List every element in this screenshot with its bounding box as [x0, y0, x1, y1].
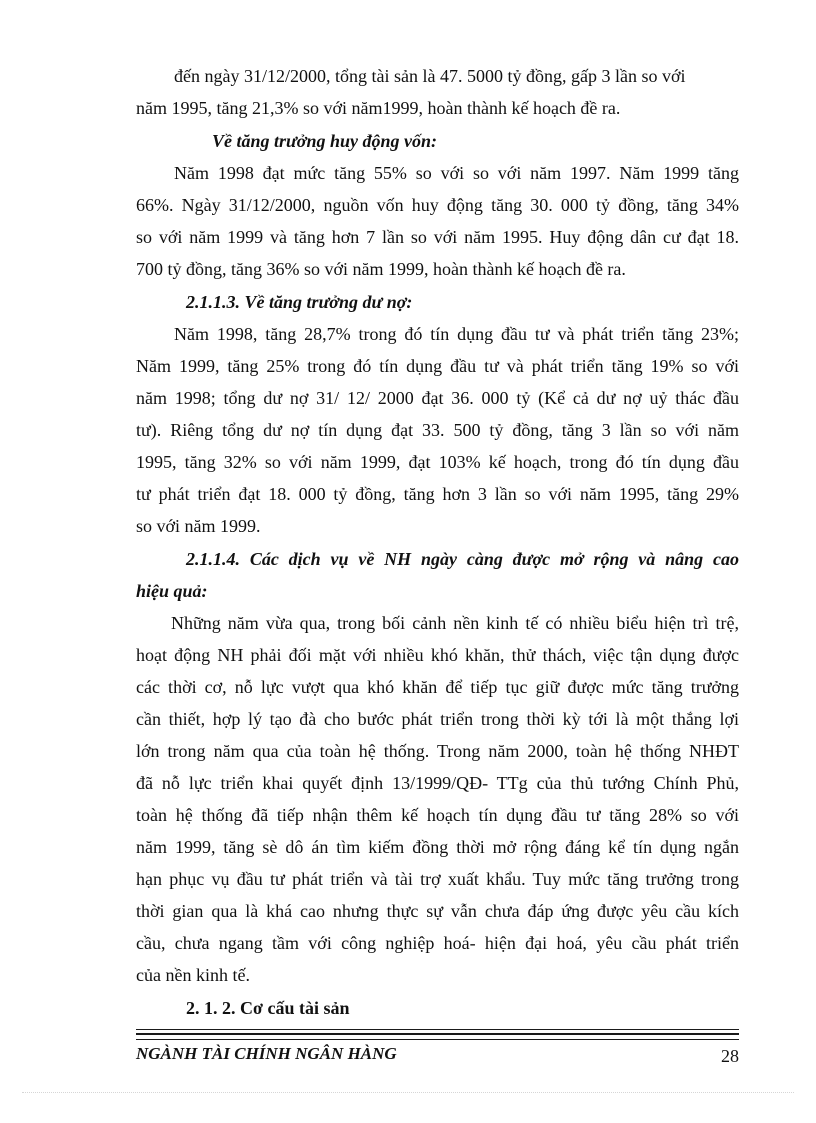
text-line: 66%. Ngày 31/12/2000, nguồn vốn huy động tăng 30. 000 tỷ đồng, tăng 34% — [136, 195, 739, 215]
text-line: lớn trong năm qua của toàn hệ thống. Trong năm 2000, toàn hệ thống NHĐT — [136, 741, 739, 761]
text-line: Năm 1998, tăng 28,7% trong đó tín dụng đầu tư và phát triển tăng 23%; — [174, 324, 739, 344]
text-line: 1995, tăng 32% so với năm 1999, đạt 103% kế hoạch, trong đó tín dụng đầu — [136, 452, 739, 472]
text-line: các thời cơ, nỗ lực vượt qua khó khăn để tiếp tục giữ được mức tăng trưởng — [136, 677, 739, 697]
text-line: cần thiết, hợp lý tạo đà cho bước phát triển trong thời kỳ tới là một thắng lợi — [136, 709, 739, 729]
text-line: so với năm 1999. — [136, 516, 261, 536]
footer-rule-thin-bottom — [136, 1039, 739, 1040]
section-heading: 2. 1. 2. Cơ cấu tài sản — [186, 998, 350, 1018]
text-line: Những năm vừa qua, trong bối cảnh nền kinh tế có nhiều biểu hiện trì trệ, — [171, 613, 739, 633]
text-line: của nền kinh tế. — [136, 965, 250, 985]
text-line: năm 1995, tăng 21,3% so với năm1999, hoàn thành kế hoạch đề ra. — [136, 98, 621, 118]
text-line: tư phát triển đạt 18. 000 tỷ đồng, tăng hơn 3 lần so với năm 1995, tăng 29% — [136, 484, 739, 504]
text-line: thời gian qua là khá cao nhưng thực sự vẫn chưa đáp ứng được yêu cầu kích — [136, 901, 739, 921]
section-heading: hiệu quả: — [136, 581, 208, 601]
text-line: năm 1999, tăng sè dô án tìm kiếm đồng thời mở rộng đáng kể tín dụng ngắn — [136, 837, 739, 857]
text-line: đến ngày 31/12/2000, tổng tài sản là 47. 5000 tỷ đồng, gấp 3 lần so với — [174, 66, 686, 86]
text-line: Năm 1999, tăng 25% trong đó tín dụng đầu tư và phát triển tăng 19% so với — [136, 356, 739, 376]
footer-rule-thin-top — [136, 1029, 739, 1030]
footer-rule-thick — [136, 1033, 739, 1035]
text-line: tư). Riêng tổng dư nợ tín dụng đạt 33. 500 tỷ đồng, tăng 3 lần so với năm — [136, 420, 739, 440]
section-heading: 2.1.1.3. Về tăng trưởng dư nợ: — [186, 292, 413, 312]
footer-title: NGÀNH TÀI CHÍNH NGÂN HÀNG — [136, 1044, 397, 1063]
section-heading: Về tăng trưởng huy động vốn: — [212, 131, 437, 151]
text-line: 700 tỷ đồng, tăng 36% so với năm 1999, hoàn thành kế hoạch đề ra. — [136, 259, 626, 279]
text-line: năm 1998; tổng dư nợ 31/ 12/ 2000 đạt 36. 000 tỷ (Kể cả dư nợ uỷ thác đầu — [136, 388, 739, 408]
text-line: toàn hệ thống đã tiếp nhận thêm kế hoạch tín dụng đầu tư tăng 28% so với — [136, 805, 739, 825]
text-line: cầu, chưa ngang tầm với công nghiệp hoá- hiện đại hoá, yêu cầu phát triển — [136, 933, 739, 953]
text-line: Năm 1998 đạt mức tăng 55% so với so với năm 1997. Năm 1999 tăng — [174, 163, 739, 183]
text-line: so với năm 1999 và tăng hơn 7 lần so với năm 1995. Huy động dân cư đạt 18. — [136, 227, 739, 247]
page-number: 28 — [721, 1046, 739, 1066]
page-break-divider — [22, 1092, 794, 1093]
section-heading: 2.1.1.4. Các dịch vụ về NH ngày càng được mở rộng và nâng cao — [186, 549, 739, 569]
text-line: hạn phục vụ đầu tư phát triển và tài trợ xuất khẩu. Tuy mức tăng trưởng trong — [136, 869, 739, 889]
text-line: đã nỗ lực triển khai quyết định 13/1999/QĐ- TTg của thủ tướng Chính Phủ, — [136, 773, 739, 793]
text-line: hoạt động NH phải đối mặt với nhiều khó khăn, thử thách, việc tận dụng được — [136, 645, 739, 665]
